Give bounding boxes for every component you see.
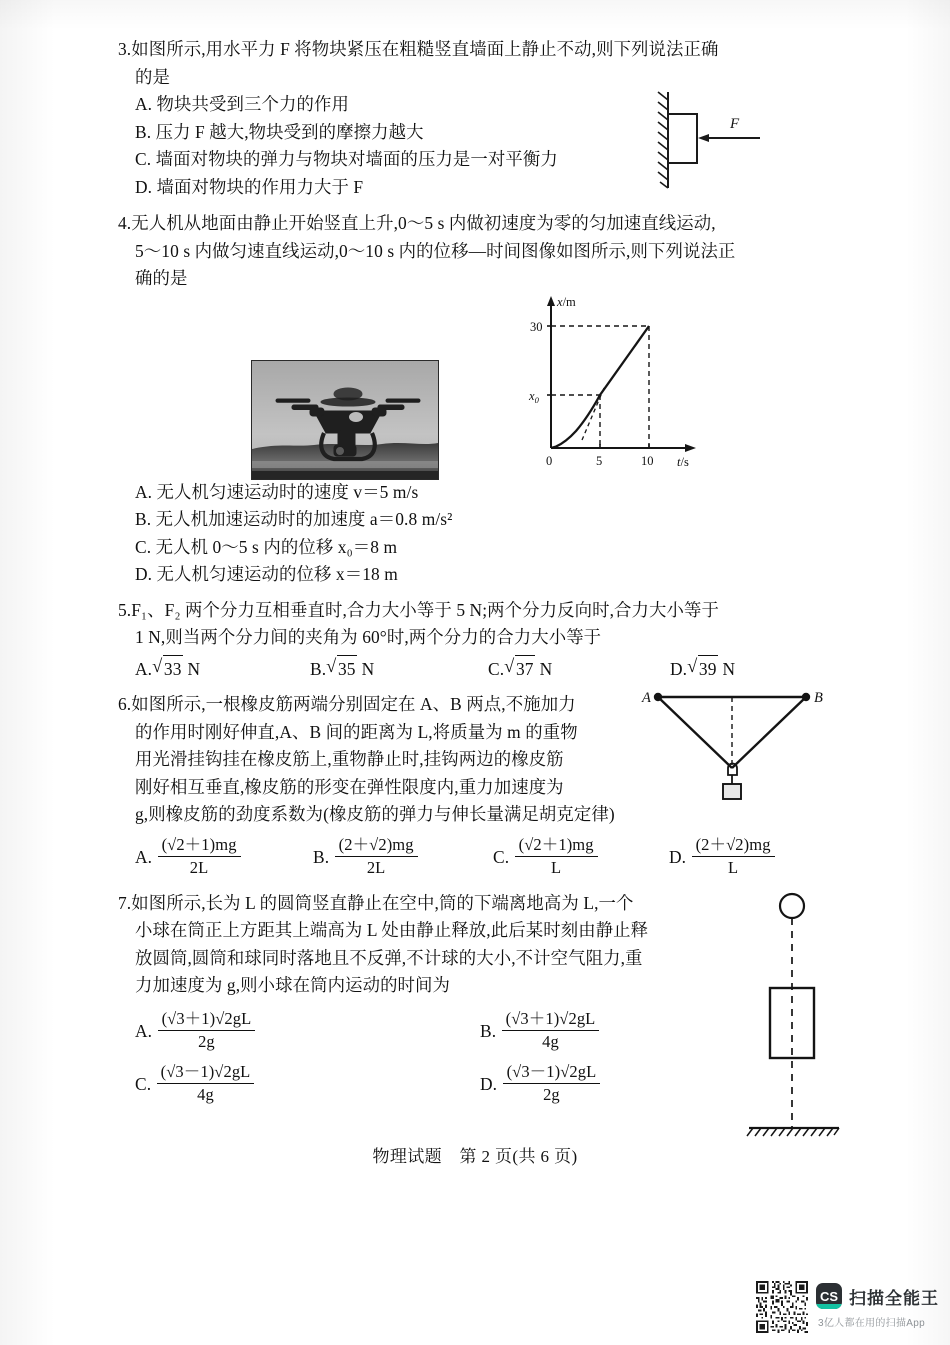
chart-guides [551,326,649,448]
q5-option-d-radicand: 39 [698,655,718,684]
q6-option-c-numerator: (√2＋1)mg [515,835,598,857]
y-axis-arrowhead [547,296,555,306]
band-left [658,697,732,768]
q6-option-a-label: A. [135,846,153,867]
camscanner-badge-icon: CS [816,1283,842,1309]
block-rect [668,114,697,163]
displacement-time-chart [526,288,711,483]
qr-code-icon [756,1281,808,1333]
q5-option-b-radicand: 35 [337,655,357,684]
point-a-dot [654,693,662,701]
q5-option-d[interactable] [670,654,735,684]
q7-option-b-denominator: 4g [542,1031,559,1051]
q6-option-d-denominator: L [727,857,739,877]
q5-options-row [118,654,858,684]
q5-option-b-label: B. [310,658,327,679]
q7-option-d-label: D. [480,1074,498,1095]
q3-stem-text-1: 如图所示,用水平力 F 将物块紧压在粗糙竖直墙面上静止不动,则下列说法正确 [131,39,719,59]
q6-option-c[interactable] [493,835,669,878]
q7-stem-text-1: 如图所示,长为 L 的圆筒竖直静止在空中,筒的下端离地高为 L,一个 [131,892,634,913]
q5-option-c-radicand: 37 [515,655,535,684]
q3-stem-line-2: 的是 [135,66,170,87]
wall-hatching [658,92,668,188]
q4-stem-line-1 [118,210,858,238]
chart-y-axis-label: x/m [557,295,576,309]
q5-option-c-label: C. [488,658,505,679]
x-axis-arrowhead [685,444,696,452]
q4-number: 4. [118,213,132,233]
point-b-dot [802,693,810,701]
q5-stem-line-2: 1 N,则当两个分力间的夹角为 60°时,两个分力的合力大小等于 [135,627,602,647]
chart-xtick-0: 0 [546,454,553,468]
q7-option-b-numerator: (√3＋1)√2gL [502,1009,600,1031]
chart-xtick-5: 5 [596,454,603,468]
q5-stem-text-1: F₁、F₂ 两个分力互相垂直时,合力大小等于 5 N;两个分力反向时,合力大小等于 [131,599,719,620]
q5-option-a-radicand: 33 [163,655,183,684]
q6-number: 6. [118,694,132,714]
q7-option-a-label: A. [135,1020,153,1041]
chart-annotation-x0: $x_0$ [529,389,539,405]
q7-option-c[interactable] [135,1062,480,1105]
q6-option-d[interactable] [669,835,776,878]
q7-option-d-denominator: 2g [543,1085,560,1105]
q7-stem-line-4: 力加速度为 g,则小球在筒内运动的时间为 [135,975,451,996]
q5-option-c[interactable] [488,654,670,684]
q7-option-b[interactable] [480,1009,600,1052]
q7-option-c-label: C. [135,1074,152,1095]
ground-hatching [747,1128,839,1136]
q6-option-c-label: C. [493,846,510,867]
q5-option-b[interactable] [310,654,488,684]
chart-ytick-30: 30 [530,320,543,334]
q6-option-c-denominator: L [551,857,562,877]
q7-stem-line-2: 小球在筒正上方距其上端高为 L 处由静止释放,此后某时刻由静止释 [135,920,649,941]
q3-number: 3. [118,39,132,59]
q7-number: 7. [118,892,132,913]
q7-option-a[interactable] [135,1009,480,1052]
q6-stem-line-3: 用光滑挂钩挂在橡皮筋上,重物静止时,挂钩两边的橡皮筋 [135,749,564,769]
weight-block [723,784,741,799]
q3-wall-block-figure [650,88,825,193]
q6-option-d-numerator: (2＋√2)mg [692,835,775,857]
q6-stem-line-4: 刚好相互垂直,橡皮筋的形变在弹性限度内,重力加速度为 [135,776,564,797]
q5-option-d-unit: N [722,658,736,679]
q3-option-d[interactable]: D. 墙面对物块的作用力大于 F [135,176,364,197]
q7-option-d[interactable] [480,1062,601,1105]
q5-option-a[interactable] [135,654,310,684]
q5-option-d-label: D. [670,658,688,679]
band-right [732,697,806,768]
hook-shape [728,764,737,776]
q5-option-b-unit: N [361,658,375,679]
page-footer: 物理试题 第 2 页(共 6 页) [372,1147,578,1166]
q6-stem-line-5: g,则橡皮筋的劲度系数为(橡皮筋的弹力与伸长量满足胡克定律) [135,804,615,824]
q7-stem-line-3: 放圆筒,圆筒和球同时落地且不反弹,不计球的大小,不计空气阻力,重 [135,947,643,968]
q6-option-a-denominator: 2L [189,857,209,877]
question-4 [118,210,858,589]
q4-option-c[interactable]: C. 无人机 0～5 s 内的位移 x₀＝8 m [135,536,398,557]
q3-option-a[interactable]: A. 物块共受到三个力的作用 [135,94,349,114]
chart-ticks [547,326,649,448]
point-a-label: A [642,690,651,706]
q5-number: 5. [118,599,132,620]
q6-option-b[interactable] [313,835,493,878]
q4-stem-line-3: 确的是 [135,268,188,288]
q4-stem-text-1: 无人机从地面由静止开始竖直上升,0～5 s 内做初速度为零的匀加速直线运动, [131,213,716,233]
q4-stem-line-2: 5～10 s 内做匀速直线运动,0～10 s 内的位移—时间图像如图所示,则下列说法正 [135,240,736,261]
q5-stem-line-1 [118,597,858,625]
q3-option-b[interactable]: B. 压力 F 越大,物块受到的摩擦力越大 [135,121,424,142]
q6-option-a-numerator: (√2＋1)mg [158,835,241,857]
q7-option-a-numerator: (√3＋1)√2gL [158,1009,256,1031]
camscanner-app-name: 扫描全能王 [849,1288,939,1308]
chart-xtick-10: 10 [641,454,654,468]
q7-option-c-numerator: (√3－1)√2gL [157,1062,255,1084]
q4-option-a[interactable]: A. 无人机匀速运动时的速度 v＝5 m/s [135,481,419,502]
drone-photo [251,360,439,480]
q7-option-c-denominator: 4g [197,1085,214,1105]
q6-stem-text-1: 如图所示,一根橡皮筋两端分别固定在 A、B 两点,不施加力 [131,694,576,714]
chart-x-axis-label: t/s [677,455,689,469]
force-label-f: F [730,116,740,132]
q7-option-a-denominator: 2g [198,1031,215,1051]
q4-option-b[interactable]: B. 无人机加速运动时的加速度 a＝0.8 m/s² [135,509,453,529]
q5-option-c-unit: N [539,658,553,679]
q6-option-b-numerator: (2＋√2)mg [335,835,418,857]
q6-option-a[interactable] [135,835,313,878]
q3-option-c[interactable]: C. 墙面对物块的弹力与物块对墙面的压力是一对平衡力 [135,149,558,169]
ball-circle [780,894,804,918]
xt-curve [551,326,649,448]
q6-option-b-denominator: 2L [366,857,386,877]
q7-tube-ball-figure [735,890,855,1140]
q6-stem-line-2: 的作用时刚好伸直,A、B 间的距离为 L,将质量为 m 的重物 [135,721,578,742]
camscanner-watermark [756,1281,942,1339]
q6-options-row [118,835,858,878]
q7-option-d-numerator: (√3－1)√2gL [503,1062,601,1084]
point-b-label: B [814,690,823,706]
q6-rubber-band-figure [636,685,836,803]
q7-option-b-label: B. [480,1020,497,1041]
q6-option-b-label: B. [313,846,330,867]
q4-option-d[interactable]: D. 无人机匀速运动的位移 x＝18 m [135,564,398,584]
question-5 [118,597,858,684]
camscanner-tagline: 3亿人都在用的扫描App [818,1318,925,1329]
force-arrow-f [698,134,760,142]
q5-option-a-unit: N [187,658,201,679]
q5-option-a-label: A. [135,658,153,679]
q3-stem-line-1 [118,36,858,64]
q6-option-d-label: D. [669,846,687,867]
